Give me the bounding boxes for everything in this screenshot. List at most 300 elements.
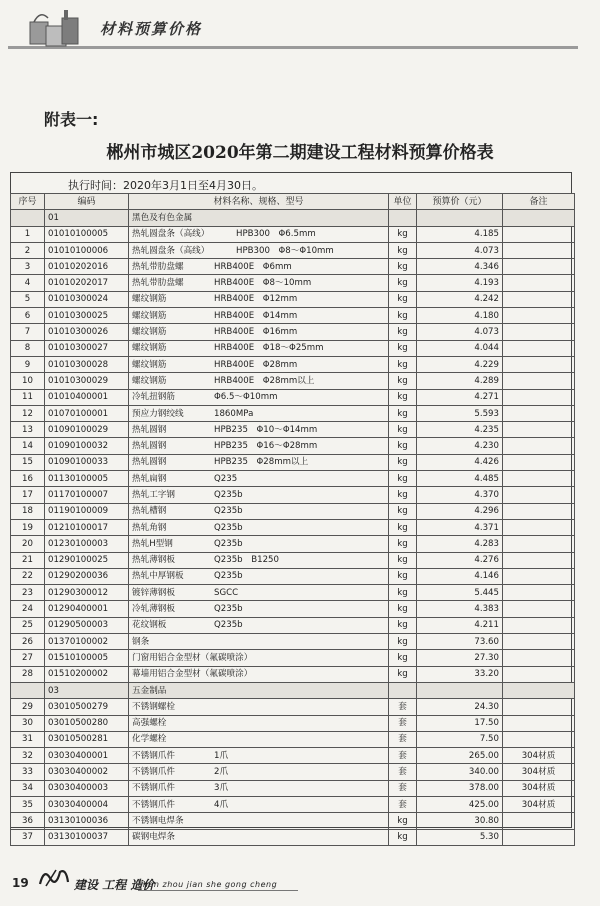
cell-seq: 22	[11, 568, 45, 584]
cell-code: 01010100005	[45, 226, 129, 242]
cell-code: 01010300026	[45, 324, 129, 340]
cell-unit: kg	[389, 650, 417, 666]
cell-seq: 11	[11, 389, 45, 405]
table-row	[11, 585, 575, 601]
cell-note	[503, 519, 575, 535]
cell-note	[503, 536, 575, 552]
item-name: 不锈钢爪件	[132, 750, 175, 761]
table-row	[11, 438, 575, 454]
item-spec: HPB235 Φ28mm以上	[214, 457, 309, 468]
cell-unit: kg	[389, 487, 417, 503]
footer-brand: 建设 工程 造价	[74, 878, 155, 892]
table-row	[11, 731, 575, 747]
footer-pinyin: chen zhou jian she gong cheng	[138, 880, 278, 889]
item-spec: HRB400E Φ8～10mm	[214, 278, 312, 289]
cell-unit: kg	[389, 829, 417, 845]
cell-seq: 34	[11, 780, 45, 796]
cell-seq: 37	[11, 829, 45, 845]
item-name: 热轧槽钢	[132, 506, 167, 517]
cell-code: 03030400004	[45, 796, 129, 812]
cell-price: 4.283	[417, 536, 503, 552]
table-row	[11, 226, 575, 242]
cell-seq: 31	[11, 731, 45, 747]
cell-code: 01010300025	[45, 308, 129, 324]
item-name: 热轧H型钢	[132, 538, 173, 549]
cell-unit: kg	[389, 405, 417, 421]
cell-unit: 套	[389, 731, 417, 747]
cell-name	[129, 536, 389, 552]
cell-unit: kg	[389, 291, 417, 307]
item-spec: HRB400E Φ28mm	[214, 359, 298, 370]
cell-unit: 套	[389, 764, 417, 780]
cell-code: 01090100032	[45, 438, 129, 454]
item-spec: Q235b	[214, 620, 243, 631]
cell-seq: 8	[11, 340, 45, 356]
footer-divider	[138, 890, 298, 891]
table-row	[11, 291, 575, 307]
cell-code: 01290300012	[45, 585, 129, 601]
cell-price: 5.593	[417, 405, 503, 421]
item-name: 预应力钢绞线	[132, 408, 184, 419]
cell-price: 4.146	[417, 568, 503, 584]
cell-seq: 13	[11, 422, 45, 438]
cell-code: 03030400003	[45, 780, 129, 796]
cell-name	[129, 324, 389, 340]
cell-code: 01290200036	[45, 568, 129, 584]
item-name: 花纹钢板	[132, 620, 167, 631]
item-spec: HRB400E Φ12mm	[214, 294, 298, 305]
table-row	[11, 308, 575, 324]
item-spec: HPB300 Φ6.5mm	[236, 229, 316, 240]
item-spec: Q235b	[214, 538, 243, 549]
table-row	[11, 324, 575, 340]
cell-name	[129, 748, 389, 764]
item-name: 冷轧扭钢筋	[132, 392, 175, 403]
category-unit	[389, 682, 417, 698]
table-row	[11, 748, 575, 764]
header-code: 编码	[45, 194, 129, 210]
item-name: 热轧圆钢	[132, 441, 167, 452]
cell-unit: kg	[389, 585, 417, 601]
category-code: 03	[45, 682, 129, 698]
cell-note	[503, 373, 575, 389]
table-row	[11, 796, 575, 812]
table-row	[11, 780, 575, 796]
cell-unit: kg	[389, 242, 417, 258]
item-name: 热轧圆钢	[132, 457, 167, 468]
table-row	[11, 422, 575, 438]
cell-note	[503, 405, 575, 421]
cell-name	[129, 666, 389, 682]
cell-code: 01510100005	[45, 650, 129, 666]
item-name: 螺纹钢筋	[132, 294, 167, 305]
cell-price: 4.289	[417, 373, 503, 389]
cell-code: 01010300028	[45, 356, 129, 372]
item-name: 不锈钢爪件	[132, 783, 175, 794]
cell-code: 01010300027	[45, 340, 129, 356]
item-spec: Q235b	[214, 604, 243, 615]
cell-unit: 套	[389, 796, 417, 812]
cell-price: 4.242	[417, 291, 503, 307]
cell-name	[129, 471, 389, 487]
cell-name	[129, 405, 389, 421]
cell-note	[503, 585, 575, 601]
cell-price: 265.00	[417, 748, 503, 764]
item-spec: HRB400E Φ6mm	[214, 261, 292, 272]
item-name: 热轧薄钢板	[132, 555, 175, 566]
cell-name	[129, 829, 389, 845]
category-name: 五金制品	[129, 682, 389, 698]
cell-unit: 套	[389, 748, 417, 764]
item-name: 螺纹钢筋	[132, 310, 167, 321]
item-name: 碳钢电焊条	[132, 832, 175, 843]
page-number: 19	[12, 876, 29, 890]
item-name: 不锈钢爪件	[132, 767, 175, 778]
cell-code: 01070100001	[45, 405, 129, 421]
item-spec: Q235b B1250	[214, 555, 279, 566]
cell-price: 4.044	[417, 340, 503, 356]
cell-code: 01010100006	[45, 242, 129, 258]
cell-note	[503, 422, 575, 438]
cell-code: 01230100003	[45, 536, 129, 552]
cell-unit: kg	[389, 471, 417, 487]
header-seq: 序号	[11, 194, 45, 210]
cell-note	[503, 829, 575, 845]
item-spec: HPB235 Φ10～Φ14mm	[214, 424, 318, 435]
calligraphy-logo-icon	[36, 864, 72, 890]
item-name: 化学螺栓	[132, 734, 167, 745]
cell-seq: 14	[11, 438, 45, 454]
cell-code: 03030400002	[45, 764, 129, 780]
cell-seq: 4	[11, 275, 45, 291]
table-row	[11, 519, 575, 535]
table-row	[11, 650, 575, 666]
cell-note	[503, 259, 575, 275]
cell-seq: 29	[11, 699, 45, 715]
cell-price: 4.296	[417, 503, 503, 519]
cell-unit: kg	[389, 634, 417, 650]
table-row	[11, 356, 575, 372]
cell-seq: 30	[11, 715, 45, 731]
cell-unit: kg	[389, 519, 417, 535]
cell-price: 24.30	[417, 699, 503, 715]
table-row	[11, 813, 575, 829]
cell-seq: 25	[11, 617, 45, 633]
category-seq	[11, 210, 45, 226]
cell-seq: 23	[11, 585, 45, 601]
item-name: 热轧圆钢	[132, 424, 167, 435]
cell-name	[129, 291, 389, 307]
item-spec: HRB400E Φ14mm	[214, 310, 298, 321]
header-unit: 单位	[389, 194, 417, 210]
cell-seq: 17	[11, 487, 45, 503]
cell-price: 4.073	[417, 324, 503, 340]
item-name: 热轧带肋盘螺	[132, 278, 184, 289]
cell-price: 4.211	[417, 617, 503, 633]
cell-seq: 10	[11, 373, 45, 389]
item-name: 热轧角钢	[132, 522, 167, 533]
table-row	[11, 829, 575, 845]
cell-unit: kg	[389, 617, 417, 633]
cell-note: 304材质	[503, 780, 575, 796]
cell-note: 304材质	[503, 796, 575, 812]
cell-seq: 1	[11, 226, 45, 242]
cell-seq: 21	[11, 552, 45, 568]
cell-note	[503, 617, 575, 633]
cell-seq: 26	[11, 634, 45, 650]
category-note	[503, 210, 575, 226]
cell-note	[503, 389, 575, 405]
table-row	[11, 503, 575, 519]
footer	[10, 862, 570, 892]
cell-name	[129, 699, 389, 715]
table-row	[11, 715, 575, 731]
cell-seq: 5	[11, 291, 45, 307]
table-row	[11, 454, 575, 470]
cell-note	[503, 552, 575, 568]
table-row	[11, 275, 575, 291]
cell-price: 4.383	[417, 601, 503, 617]
cell-seq: 36	[11, 813, 45, 829]
cell-price: 4.185	[417, 226, 503, 242]
cell-unit: kg	[389, 340, 417, 356]
cell-note	[503, 634, 575, 650]
cell-name	[129, 780, 389, 796]
cell-seq: 35	[11, 796, 45, 812]
cell-price: 73.60	[417, 634, 503, 650]
table-row	[11, 764, 575, 780]
cell-unit: 套	[389, 699, 417, 715]
cell-unit: 套	[389, 715, 417, 731]
table-row	[11, 634, 575, 650]
cell-price: 4.346	[417, 259, 503, 275]
cell-name	[129, 634, 389, 650]
item-spec: 3爪	[214, 783, 229, 794]
cell-unit: kg	[389, 389, 417, 405]
table-row	[11, 617, 575, 633]
table-row	[11, 487, 575, 503]
cell-code: 01010300029	[45, 373, 129, 389]
cell-note	[503, 568, 575, 584]
cell-price: 4.370	[417, 487, 503, 503]
item-name: 螺纹钢筋	[132, 375, 167, 386]
cell-seq: 28	[11, 666, 45, 682]
cell-name	[129, 650, 389, 666]
cell-code: 01010202016	[45, 259, 129, 275]
category-row	[11, 210, 575, 226]
table-body	[11, 210, 575, 846]
cell-note: 304材质	[503, 764, 575, 780]
cell-name	[129, 519, 389, 535]
item-spec: HRB400E Φ16mm	[214, 327, 298, 338]
page-title: 郴州市城区2020年第二期建设工程材料预算价格表	[106, 143, 494, 163]
cell-unit: kg	[389, 308, 417, 324]
item-spec: 1860MPa	[214, 408, 254, 419]
cell-note	[503, 308, 575, 324]
table-row	[11, 699, 575, 715]
item-spec: Q235b	[214, 571, 243, 582]
cell-name	[129, 275, 389, 291]
cell-name	[129, 242, 389, 258]
cell-seq: 16	[11, 471, 45, 487]
item-name: 镀锌薄钢板	[132, 587, 175, 598]
cell-unit: kg	[389, 666, 417, 682]
cell-seq: 9	[11, 356, 45, 372]
cell-note	[503, 699, 575, 715]
cell-note	[503, 666, 575, 682]
cell-unit: kg	[389, 552, 417, 568]
cell-seq: 7	[11, 324, 45, 340]
cell-price: 5.30	[417, 829, 503, 845]
cell-unit: kg	[389, 503, 417, 519]
cell-unit: kg	[389, 438, 417, 454]
table-row	[11, 340, 575, 356]
item-name: 幕墙用铝合金型材（氟碳喷涂）	[132, 669, 253, 680]
cell-name	[129, 438, 389, 454]
cell-price: 33.20	[417, 666, 503, 682]
cell-price: 4.371	[417, 519, 503, 535]
table-row	[11, 552, 575, 568]
cell-code: 01290400001	[45, 601, 129, 617]
item-spec: 1爪	[214, 750, 229, 761]
item-name: 冷轧薄钢板	[132, 604, 175, 615]
cell-note	[503, 454, 575, 470]
cell-name	[129, 813, 389, 829]
item-name: 高强螺栓	[132, 718, 167, 729]
cell-note	[503, 275, 575, 291]
cell-note	[503, 650, 575, 666]
cell-price: 5.445	[417, 585, 503, 601]
item-name: 门窗用铝合金型材（氟碳喷涂）	[132, 652, 253, 663]
cell-seq: 12	[11, 405, 45, 421]
item-name: 螺纹钢筋	[132, 359, 167, 370]
execution-time: 执行时间：2020年3月1日至4月30日。	[68, 179, 263, 192]
item-name: 不锈钢螺栓	[132, 701, 175, 712]
header-note: 备注	[503, 194, 575, 210]
item-spec: SGCC	[214, 587, 239, 598]
cell-seq: 18	[11, 503, 45, 519]
cell-price: 4.235	[417, 422, 503, 438]
cell-note	[503, 291, 575, 307]
cell-note	[503, 356, 575, 372]
item-name: 螺纹钢筋	[132, 343, 167, 354]
cell-code: 01290500003	[45, 617, 129, 633]
cell-note	[503, 601, 575, 617]
cell-unit: kg	[389, 275, 417, 291]
cell-name	[129, 715, 389, 731]
cell-name	[129, 731, 389, 747]
cell-seq: 15	[11, 454, 45, 470]
table-row	[11, 666, 575, 682]
item-spec: Q235b	[214, 489, 243, 500]
cell-name	[129, 356, 389, 372]
cell-name	[129, 617, 389, 633]
table-row	[11, 536, 575, 552]
table-row	[11, 568, 575, 584]
item-spec: Φ6.5～Φ10mm	[214, 392, 278, 403]
cell-note	[503, 471, 575, 487]
cell-note	[503, 731, 575, 747]
cell-code: 03010500281	[45, 731, 129, 747]
cell-unit: 套	[389, 780, 417, 796]
item-name: 不锈钢爪件	[132, 799, 175, 810]
cell-name	[129, 340, 389, 356]
cell-unit: kg	[389, 356, 417, 372]
table-row	[11, 373, 575, 389]
category-row	[11, 682, 575, 698]
cell-unit: kg	[389, 373, 417, 389]
cell-name	[129, 259, 389, 275]
cell-note	[503, 715, 575, 731]
cell-price: 4.073	[417, 242, 503, 258]
cell-price: 30.80	[417, 813, 503, 829]
category-note	[503, 682, 575, 698]
cell-note	[503, 242, 575, 258]
item-name: 热轧中厚钢板	[132, 571, 184, 582]
cell-note	[503, 487, 575, 503]
cell-price: 27.30	[417, 650, 503, 666]
cell-note	[503, 813, 575, 829]
cell-price: 7.50	[417, 731, 503, 747]
cell-seq: 32	[11, 748, 45, 764]
cell-code: 01090100029	[45, 422, 129, 438]
item-name: 螺纹钢筋	[132, 327, 167, 338]
cell-code: 03030400001	[45, 748, 129, 764]
item-name: 热轧工字钢	[132, 489, 175, 500]
cell-name	[129, 585, 389, 601]
cell-price: 378.00	[417, 780, 503, 796]
cell-name	[129, 487, 389, 503]
item-spec: HRB400E Φ28mm以上	[214, 375, 315, 386]
cell-note	[503, 340, 575, 356]
cell-unit: kg	[389, 568, 417, 584]
cell-code: 01010400001	[45, 389, 129, 405]
cell-price: 4.229	[417, 356, 503, 372]
cell-unit: kg	[389, 813, 417, 829]
item-spec: HPB235 Φ16～Φ28mm	[214, 441, 318, 452]
cell-unit: kg	[389, 422, 417, 438]
cell-seq: 6	[11, 308, 45, 324]
cell-code: 01090100033	[45, 454, 129, 470]
item-spec: 2爪	[214, 767, 229, 778]
table-row	[11, 242, 575, 258]
cell-code: 01170100007	[45, 487, 129, 503]
cell-name	[129, 764, 389, 780]
cell-seq: 33	[11, 764, 45, 780]
cell-seq: 2	[11, 242, 45, 258]
cell-code: 01370100002	[45, 634, 129, 650]
cell-code: 03010500280	[45, 715, 129, 731]
table-row	[11, 259, 575, 275]
item-name: 热轧圆盘条（高线）	[132, 245, 210, 256]
cell-unit: kg	[389, 454, 417, 470]
cell-name	[129, 389, 389, 405]
cell-seq: 24	[11, 601, 45, 617]
cell-seq: 19	[11, 519, 45, 535]
cell-code: 01010300024	[45, 291, 129, 307]
item-spec: Q235b	[214, 506, 243, 517]
cell-code: 01510200002	[45, 666, 129, 682]
cell-note	[503, 324, 575, 340]
cell-price: 4.276	[417, 552, 503, 568]
cell-price: 425.00	[417, 796, 503, 812]
table-header-row	[11, 194, 575, 210]
cell-code: 03130100037	[45, 829, 129, 845]
cell-seq: 3	[11, 259, 45, 275]
cell-price: 4.426	[417, 454, 503, 470]
item-spec: HPB300 Φ8～Φ10mm	[236, 245, 334, 256]
cell-price: 4.230	[417, 438, 503, 454]
